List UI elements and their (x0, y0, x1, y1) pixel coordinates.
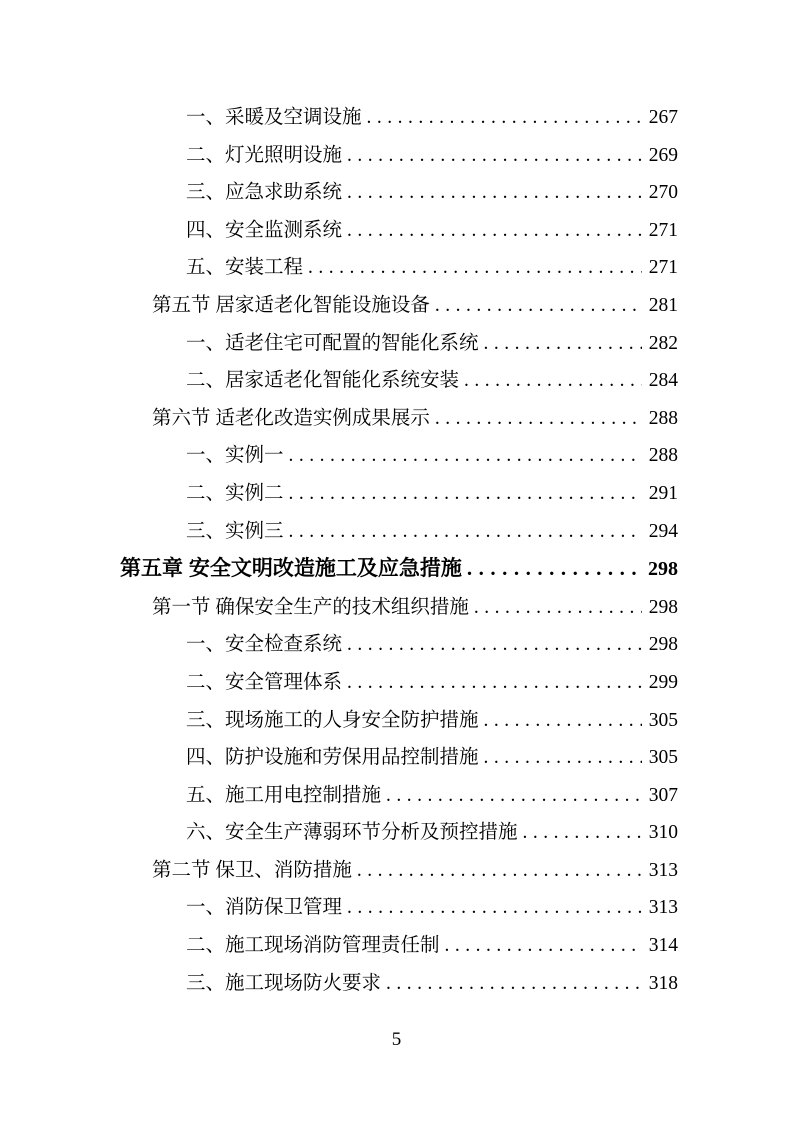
toc-entry-title: 第五章 安全文明改造施工及应急措施 (120, 557, 462, 581)
toc-entry (120, 589, 678, 627)
toc-entry-page: 318 (648, 972, 678, 994)
toc-leader-dots (435, 287, 642, 325)
toc-entry (120, 814, 678, 852)
toc-entry-page: 288 (648, 445, 678, 467)
toc-entry (120, 626, 678, 664)
toc-leader-dots (445, 927, 642, 965)
toc-entry (120, 739, 678, 777)
toc-entry (120, 852, 678, 890)
toc-entry (120, 927, 678, 965)
toc-entry-title: 三、施工现场防火要求 (186, 972, 382, 994)
toc-leader-dots (308, 249, 642, 287)
toc-entry (120, 475, 678, 513)
toc-entry-title: 第一节 确保安全生产的技术组织措施 (152, 596, 469, 618)
toc-entry (120, 702, 678, 740)
toc-entry (120, 249, 678, 287)
toc-entry-page: 270 (648, 182, 678, 204)
toc-entry (120, 362, 678, 400)
toc-entry-title: 一、消防保卫管理 (186, 897, 343, 919)
toc-leader-dots (347, 174, 642, 212)
page-number-footer: 5 (391, 1029, 402, 1050)
toc-entry-title: 二、安全管理体系 (186, 671, 343, 693)
toc-leader-dots (347, 889, 642, 927)
toc-leader-dots (357, 852, 642, 890)
toc-entry-page: 310 (648, 822, 678, 844)
toc-entry (120, 550, 678, 589)
toc-entry-title: 一、实例一 (186, 445, 284, 467)
toc-entry-page: 281 (648, 294, 678, 316)
toc-leader-dots (464, 362, 642, 400)
toc-entry-page: 299 (648, 671, 678, 693)
toc-leader-dots (347, 212, 642, 250)
toc-entry-page: 298 (648, 558, 678, 581)
toc-entry-title: 三、应急求助系统 (186, 182, 343, 204)
toc-entry-page: 305 (648, 709, 678, 731)
toc-entry-title: 一、适老住宅可配置的智能化系统 (186, 332, 479, 354)
toc-entry-page: 314 (648, 935, 678, 957)
toc-leader-dots (523, 814, 642, 852)
toc-entry-title: 一、采暖及空调设施 (186, 107, 362, 128)
toc-leader-dots (435, 400, 642, 438)
toc-entry-page: 288 (648, 407, 678, 429)
toc-entry (120, 777, 678, 815)
toc-leader-dots (347, 137, 642, 175)
toc-entry-page: 313 (648, 897, 678, 919)
toc-leader-dots (347, 664, 642, 702)
toc-entry (120, 889, 678, 927)
toc-entry (120, 325, 678, 363)
toc-leader-dots (289, 513, 642, 551)
toc-leader-dots (289, 437, 642, 475)
toc-leader-dots (386, 777, 642, 815)
toc-entry-page: 271 (648, 257, 678, 279)
toc-leader-dots (467, 550, 641, 588)
toc-entry-page: 284 (648, 370, 678, 392)
toc-entry-title: 二、施工现场消防管理责任制 (186, 935, 440, 957)
toc-entry-title: 三、实例三 (186, 520, 284, 542)
toc-entry-title: 第六节 适老化改造实例成果展示 (152, 407, 430, 429)
toc-entry-page: 267 (648, 107, 678, 128)
toc-leader-dots (484, 739, 642, 777)
toc-entry-title: 五、施工用电控制措施 (186, 784, 382, 806)
toc-entry (120, 287, 678, 325)
toc-leader-dots (484, 325, 642, 363)
toc-entry-page: 269 (648, 144, 678, 166)
toc-entry-page: 298 (648, 634, 678, 656)
toc-leader-dots (474, 589, 642, 627)
toc-entry-title: 二、灯光照明设施 (186, 144, 343, 166)
toc-entry-title: 二、居家适老化智能化系统安装 (186, 370, 460, 392)
toc-entry-title: 四、防护设施和劳保用品控制措施 (186, 747, 479, 769)
toc-leader-dots (347, 626, 642, 664)
toc-entry-title: 五、安装工程 (186, 257, 304, 279)
toc-entry-page: 307 (648, 784, 678, 806)
toc-entry-title: 二、实例二 (186, 482, 284, 504)
toc-entry-title: 一、安全检查系统 (186, 634, 343, 656)
toc-entry-page: 291 (648, 482, 678, 504)
toc-entry-title: 四、安全监测系统 (186, 219, 343, 241)
toc-entry (120, 174, 678, 212)
toc-leader-dots (289, 475, 642, 513)
toc-entry (120, 99, 678, 137)
toc-entry (120, 664, 678, 702)
toc-entry (120, 212, 678, 250)
toc-entry-page: 294 (648, 520, 678, 542)
toc-leader-dots (386, 965, 642, 1003)
toc-entry (120, 513, 678, 551)
toc-list (0, 99, 793, 1002)
toc-entry (120, 965, 678, 1003)
toc-entry-page: 313 (648, 859, 678, 881)
toc-entry-page: 282 (648, 332, 678, 354)
toc-entry (120, 137, 678, 175)
toc-leader-dots (367, 99, 642, 137)
toc-leader-dots (484, 702, 642, 740)
toc-entry (120, 437, 678, 475)
toc-entry-page: 305 (648, 747, 678, 769)
toc-entry-page: 271 (648, 219, 678, 241)
toc-entry-title: 三、现场施工的人身安全防护措施 (186, 709, 479, 731)
toc-entry-title: 第五节 居家适老化智能设施设备 (152, 294, 430, 316)
toc-entry (120, 400, 678, 438)
toc-entry-page: 298 (648, 596, 678, 618)
toc-entry-title: 第二节 保卫、消防措施 (152, 859, 352, 881)
toc-entry-title: 六、安全生产薄弱环节分析及预控措施 (186, 822, 518, 844)
